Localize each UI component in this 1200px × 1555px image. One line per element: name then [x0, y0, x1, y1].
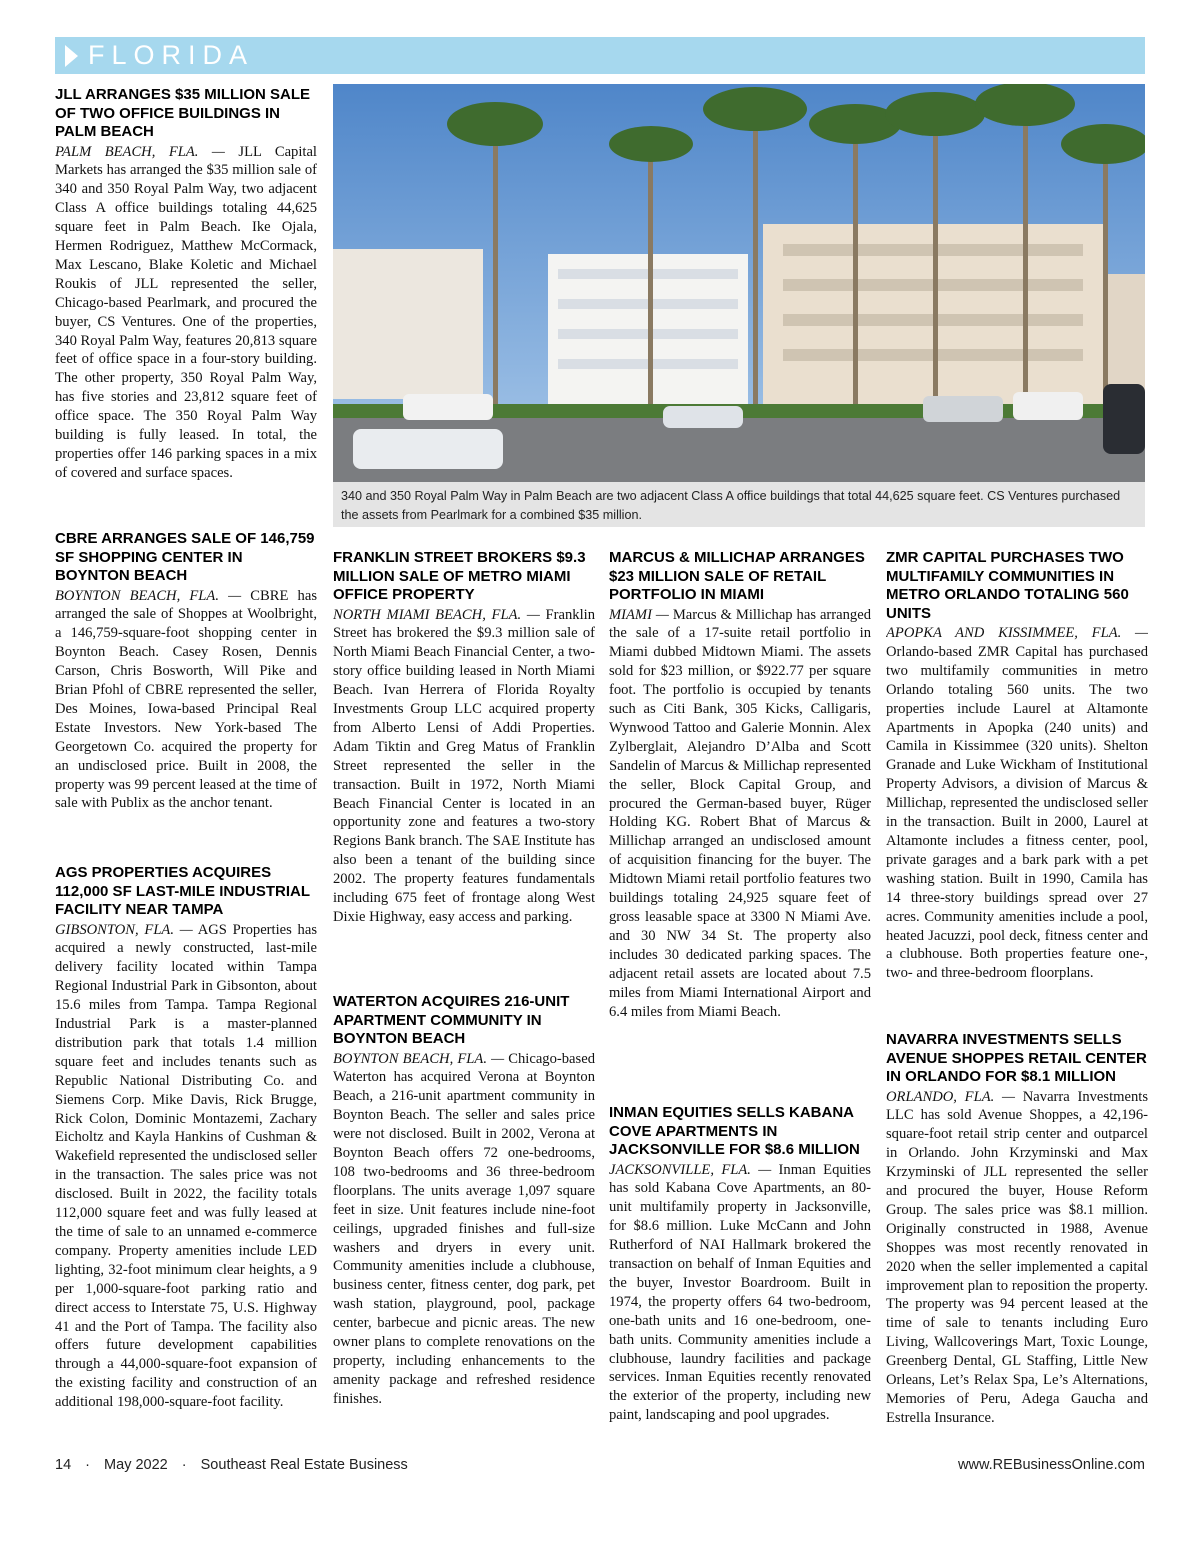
headline: JLL ARRANGES $35 MILLION SALE OF TWO OFFICE BUILDINGS IN PALM BEACH [55, 86, 311, 140]
article-body [609, 1161, 871, 1426]
issue-date: May 2022 [104, 1457, 168, 1473]
footer-left [55, 1457, 418, 1473]
headline: CBRE ARRANGES SALE OF 146,759 SF SHOPPING CENTER IN BOYNTON BEACH [55, 530, 315, 584]
headline: ZMR CAPITAL PURCHASES TWO MULTIFAMILY COMMUNITIES IN METRO ORLANDO TOTALING 560 UNITS [886, 549, 1129, 622]
dateline: MIAMI — [609, 606, 669, 623]
photo-caption: 340 and 350 Royal Palm Way in Palm Beach are two adjacent Class A office buildings that total 44,625 square feet. CS Ventures purchased the assets from Pearlmark for a combined $35 million. [341, 489, 1121, 522]
headline: FRANKLIN STREET BROKERS $9.3 MILLION SALE OF METRO MIAMI OFFICE PROPERTY [333, 549, 586, 603]
body-text: Inman Equities has sold Kabana Cove Apartments, an 80-unit multifamily property in Jacksonville, for $8.6 million. Luke McCann and John Rutherford of NAI Hallmark brokered the transaction on behalf of Inman Equities and the buyer, Investor Boardroom. Built in 1974, the property offers 64 two-bedroom, one-bath units and 16 one-bedroom, one-bath units. Community amenities include a clubhouse, laundry facilities and package services. Inman Equities recently renovated the exterior of the property, including new paint, landscaping and pool upgrades. [609, 1161, 871, 1424]
article-body [609, 606, 871, 1022]
body-text: Chicago-based Waterton has acquired Verona at Boynton Beach, a 216-unit apartment community in Boynton Beach. The seller and sales price were not disclosed. Built in 2002, Verona at Boynton Beach offers 72 one-bedrooms, 108 two-bedrooms and 36 three-bedroom floorplans. The units average 1,097 square feet in size. Unit features include nine-foot ceilings, upgraded finishes and full-size washers and dryers in every unit. Community amenities include a clubhouse, business center, fitness center, dog park, pet wash station, playground, pool, package center, barbecue and picnic areas. The new owner plans to complete renovations on the property, including enhancements to the amenity package and refreshed residence finishes. [333, 1050, 595, 1407]
article-inman-equities [609, 1104, 871, 1425]
headline: WATERTON ACQUIRES 216-UNIT APARTMENT COMMUNITY IN BOYNTON BEACH [333, 993, 570, 1047]
body-text: AGS Properties has acquired a newly constructed, last-mile delivery facility located within Tampa Regional Industrial Park in Gibsonton, about 15.6 miles from Tampa. Tampa Regional Industrial Park is a master-planned distribution park that totals 1.4 million square feet and includes tenants such as Republic National Distributing Co. and Siemens Corp. Mike Davis, Rick Brugge, Rick Colon, Dominic Montazemi, Zachary Eicholtz and Kayla Hankins of Cushman & Wakefield represented the undisclosed seller in the transaction. The sales price was not disclosed. Built in 2022, the facility totals 112,000 square feet and was fully leased at the time of sale to an unnamed e-commerce company. Property amenities include LED lighting, 32-foot minimum clear heights, a 9 per 1,000-square-foot parking ratio and direct access to Interstate 75, U.S. Highway 41 and the Port of Tampa. The facility also offers future development capabilities through a 44,000-square-foot expansion of the existing facility and construction of an additional 198,000-square-foot facility. [55, 921, 317, 1411]
dateline: BOYNTON BEACH, FLA. — [55, 587, 242, 604]
page-number: 14 [55, 1457, 72, 1473]
article-body [55, 587, 317, 814]
article-franklin-street [333, 549, 595, 927]
article-cbre [55, 530, 317, 813]
body-text: CBRE has arranged the sale of Shoppes at Woolbright, a 146,759-square-foot shopping center in Boynton Beach. Casey Rosen, Dennis Carson, Chris Bosworth, Will Pike and Brian Pfohl of CBRE represented the seller, Des Moines, Iowa-based Principal Real Estate Investors. New York-based The Georgetown Co. acquired the property for an undisclosed price. Built in 2008, the property was 99 percent leased at the time of sale with Publix as the anchor tenant. [55, 587, 317, 812]
article-body [886, 1088, 1148, 1428]
headline: MARCUS & MILLICHAP ARRANGES $23 MILLION SALE OF RETAIL PORTFOLIO IN MIAMI [609, 549, 865, 603]
article-body [333, 1050, 595, 1409]
dateline: ORLANDO, FLA. — [886, 1088, 1015, 1105]
dateline: JACKSONVILLE, FLA. — [609, 1161, 772, 1178]
dateline: APOPKA AND KISSIMMEE, FLA. — [886, 625, 1148, 641]
headline: NAVARRA INVESTMENTS SELLS AVENUE SHOPPES RETAIL CENTER IN ORLANDO FOR $8.1 MILLION [886, 1031, 1147, 1085]
article-jll [55, 86, 317, 483]
article-body [55, 921, 317, 1413]
footer-separator: · [181, 1457, 187, 1473]
article-ags [55, 864, 317, 1412]
dateline: GIBSONTON, FLA. — [55, 921, 193, 938]
article-marcus-millichap [609, 549, 871, 1021]
section-title: FLORIDA [88, 40, 255, 70]
dateline: NORTH MIAMI BEACH, FLA. — [333, 606, 540, 623]
body-text: Marcus & Millichap has arranged the sale of a 17-suite retail portfolio in Miami dubbed Midtown Miami. The assets sold for $23 million, or $922.77 per square foot. The portfolio is occupied by tenants such as Citi Bank, 305 Kicks, Calligaris, Wynwood Tattoo and Galerie Monnin. Alex Zylberglait, Alejandro D’Alba and Scott Sandelin of Marcus & Millichap represented the seller, Block Capital Group, and procured the German-based buyer, Rüger Holding KG. Robert Bhat of Marcus & Millichap arranged an undisclosed amount of acquisition financing for the buyer. The Midtown Miami retail portfolio features two buildings totaling 24,925 square feet of gross leasable space at 3300 N Miami Ave. and 30 NW 34 St. The property also includes 30 dedicated parking spaces. The adjacent retail assets are located about 7.5 miles from Miami International Airport and 6.4 miles from Miami Beach. [609, 606, 871, 1020]
dateline: PALM BEACH, FLA. — [55, 143, 225, 160]
article-body [333, 606, 595, 927]
website-link[interactable]: www.REBusinessOnline.com [958, 1457, 1145, 1473]
dateline: BOYNTON BEACH, FLA. — [333, 1050, 505, 1067]
photo-block [333, 84, 1145, 527]
article-body [55, 143, 317, 483]
body-text: JLL Capital Markets has arranged the $35 million sale of 340 and 350 Royal Palm Way, two adjacent Class A office buildings totaling 44,625 square feet in Palm Beach. Ike Ojala, Hermen Rodriguez, Matthew McCormack, Max Lescano, Blake Koletic and Michael Roukis of JLL represented the seller, Chicago-based Pearlmark, and procured the buyer, CS Ventures. One of the properties, 340 Royal Palm Way, features 20,813 square feet of office space in a four-story building. The other property, 350 Royal Palm Way, has five stories and 23,812 square feet of office space. The 350 Royal Palm Way building is fully leased. In total, the properties offer 146 parking spaces in a mix of covered and surface spaces. [55, 143, 317, 481]
article-zmr-capital [886, 549, 1148, 983]
publication-name: Southeast Real Estate Business [200, 1457, 408, 1473]
body-text: Franklin Street has brokered the $9.3 million sale of North Miami Beach Financial Center, a two-story office building leased in North Miami Beach. Ivan Herrera of Florida Royalty Investments Group LLC acquired property from Alberto Lensi of Addi Properties. Adam Tiktin and Greg Matus of Franklin Street represented the seller in the transaction. Built in 1972, North Miami Beach Financial Center is located in an opportunity zone and features a two-story Regions Bank branch. The SAE Institute has also been a tenant of the building since 2002. The property features fundamentals including 675 feet of frontage along West Dixie Highway, easy access and parking. [333, 606, 595, 925]
arrow-right-icon [65, 45, 78, 67]
headline: AGS PROPERTIES ACQUIRES 112,000 SF LAST-MILE INDUSTRIAL FACILITY NEAR TAMPA [55, 864, 310, 918]
body-text: Navarra Investments LLC has sold Avenue Shoppes, a 42,196-square-foot retail strip center and outparcel in Orlando. John Krzyminski and Max Krzyminski of JLL represented the seller and procured the buyer, House Reform Group. The sales price was $8.1 million. Originally constructed in 1988, Avenue Shoppes was most recently renovated in 2020 when the seller implemented a capital improvement plan to reposition the property. The property was 94 percent leased at the time of sale to tenants including Euro Living, Wallcoverings Mart, Toxic Lounge, Greenberg Dental, GL Staffing, Little New Orleans, Let’s Relax Spa, Le’s Alternations, Memories of Peru, Adega Gaucha and Estrella Insurance. [886, 1088, 1148, 1426]
article-waterton [333, 993, 595, 1409]
headline: INMAN EQUITIES SELLS KABANA COVE APARTMENTS IN JACKSONVILLE FOR $8.6 MILLION [609, 1104, 860, 1158]
footer-separator: · [85, 1457, 91, 1473]
article-navarra [886, 1031, 1148, 1428]
section-banner [55, 37, 1145, 74]
article-body [886, 624, 1148, 983]
building-photo [333, 84, 1145, 482]
body-text: Orlando-based ZMR Capital has purchased two multifamily communities in metro Orlando totaling 560 units. The two properties include Laurel at Altamonte Apartments in Apopka (240 units) and Camila in Kissimmee (320 units). Shelton Granade and Luke Wickham of Institutional Property Advisors, a division of Marcus & Millichap, represented the undisclosed seller in the transaction. Built in 2000, Laurel at Altamonte includes a fitness center, pool, private garages and a bark park with a pet washing station. Built in 1990, Camila has 14 three-story buildings spread over 27 acres. Community amenities include a pool, heated Jacuzzi, pool deck, fitness center and a clubhouse. Both properties feature one-, two- and three-bedroom floorplans. [886, 643, 1148, 982]
